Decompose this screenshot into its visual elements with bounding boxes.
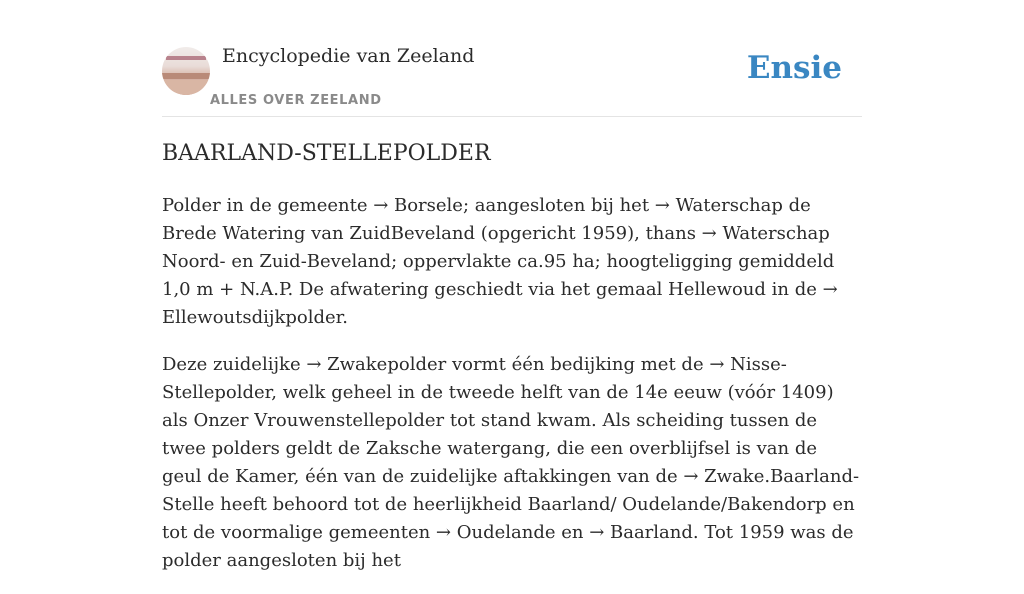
avatar-detail bbox=[162, 73, 210, 79]
site-title[interactable]: Encyclopedie van Zeeland bbox=[222, 45, 475, 67]
site-header bbox=[162, 0, 862, 117]
brand-logo-link[interactable]: Ensie bbox=[746, 50, 842, 86]
avatar-detail bbox=[162, 80, 210, 95]
site-avatar[interactable] bbox=[162, 47, 210, 95]
article-paragraph: Deze zuidelijke → Zwakepolder vormt één bedijking met de → Nisse-Stellepolder, welk geheel in de tweede helft van de 14e eeuw (vóór 1409) als Onzer Vrouwenstellepolder tot stand kwam. Als scheiding tussen de twee polders geldt de Zaksche watergang, die een overblijfsel is van de geul de Kamer, één van de zuidelijke aftakkingen van de → Zwake.Baarland-Stelle heeft behoord tot de heerlijkheid Baarland/ Oudelande/Bakendorp en tot de voormalige gemeenten → Oudelande en → Baarland. Tot 1959 was de polder aangesloten bij het bbox=[162, 354, 860, 571]
article-title: BAARLAND-STELLEPOLDER bbox=[162, 141, 491, 166]
page-container bbox=[162, 0, 862, 571]
site-subtitle: ALLES OVER ZEELAND bbox=[210, 93, 382, 108]
article-body bbox=[162, 192, 862, 594]
article-paragraph: Polder in de gemeente → Borsele; aangesloten bij het → Waterschap de Brede Watering van ZuidBeveland (opgericht 1959), thans → Waterschap Noord- en Zuid-Beveland; oppervlakte ca.95 ha; hoogteligging gemiddeld 1,0 m + N.A.P. De afwatering geschiedt via het gemaal Hellewoud in de → Ellewoutsdijkpolder. bbox=[162, 195, 838, 328]
avatar-detail bbox=[166, 56, 206, 60]
